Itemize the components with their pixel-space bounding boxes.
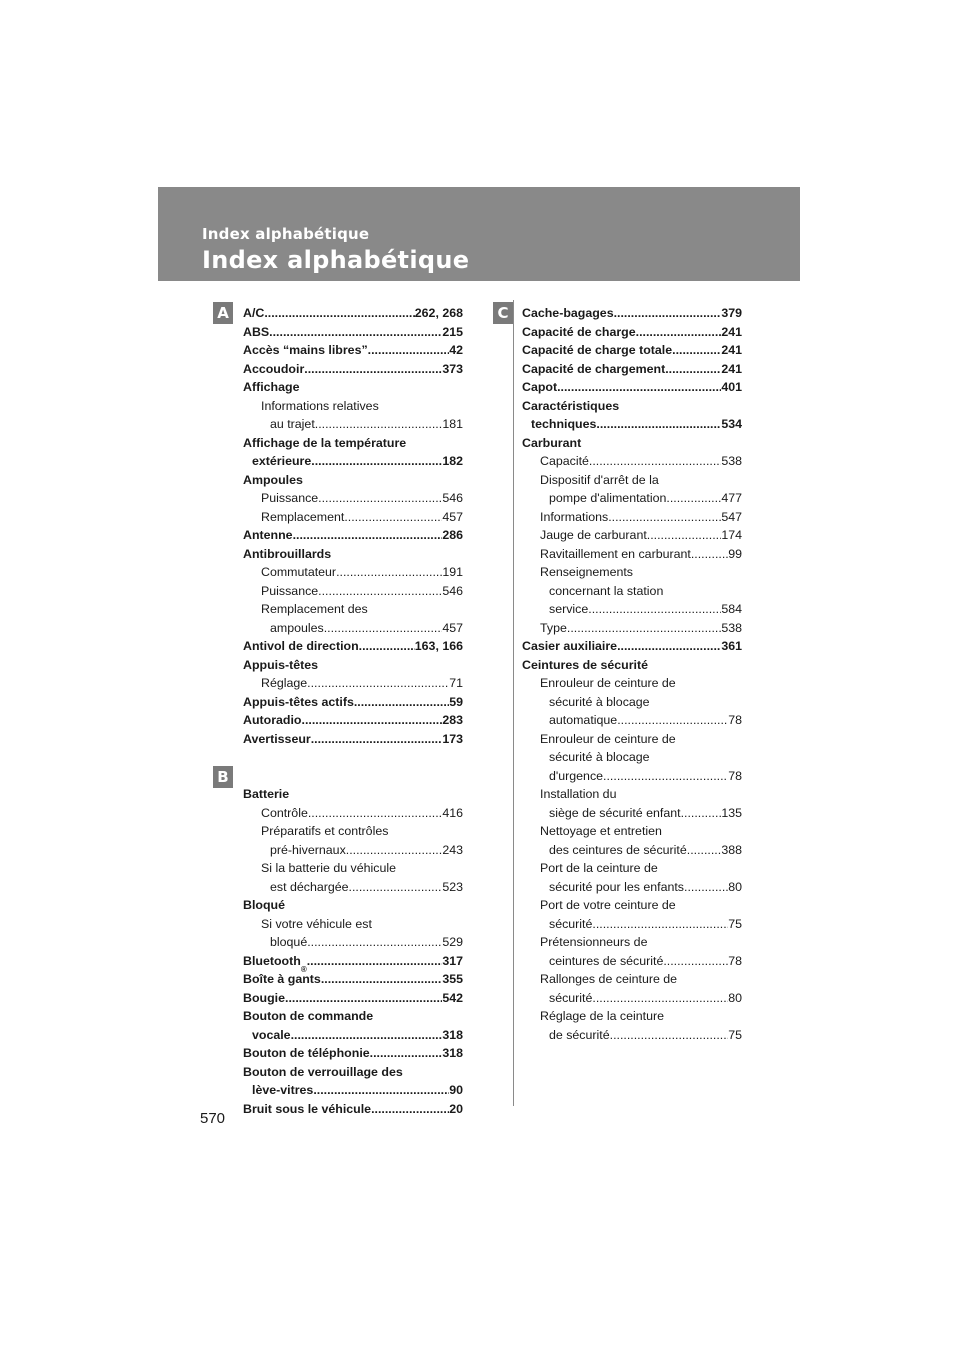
entry-term: est déchargée xyxy=(270,879,349,894)
dot-leader xyxy=(603,767,728,786)
page-ref[interactable]: 477 xyxy=(721,491,742,505)
dot-leader xyxy=(315,415,443,434)
letter-tab-a: A xyxy=(213,302,233,324)
index-subentry xyxy=(522,989,742,1008)
entry-term: Capacité xyxy=(540,454,589,468)
entry-term: Rallonges de ceinture de xyxy=(540,972,678,986)
index-entry xyxy=(243,1100,463,1119)
entry-term: Capacité de charge totale xyxy=(522,343,673,357)
index-subentry xyxy=(522,730,742,749)
page-ref[interactable]: 80 xyxy=(728,879,742,894)
page-ref[interactable]: 78 xyxy=(728,768,742,783)
entry-term: automatique xyxy=(549,713,618,727)
dot-leader xyxy=(617,711,728,730)
page-ref[interactable]: 318 xyxy=(442,1046,463,1060)
index-column-left xyxy=(243,304,463,1118)
entry-term: sécurité à blocage xyxy=(549,750,650,764)
dot-leader xyxy=(663,952,728,971)
page-ref[interactable]: 317 xyxy=(442,953,463,968)
dot-leader xyxy=(324,619,443,638)
page-ref[interactable]: 243 xyxy=(442,842,463,857)
index-subentry xyxy=(522,1007,742,1026)
index-entry xyxy=(522,378,742,397)
index-subentry xyxy=(243,674,463,693)
index-entry xyxy=(243,1044,463,1063)
page-ref[interactable]: 163, 166 xyxy=(414,639,463,653)
index-entry xyxy=(243,896,463,915)
dot-leader xyxy=(608,508,721,527)
entry-term: extérieure xyxy=(252,454,312,468)
index-entry xyxy=(522,360,742,379)
index-subentry xyxy=(243,915,463,934)
index-subentry xyxy=(522,804,742,823)
entry-term: Bruit sous le véhicule xyxy=(243,1101,372,1116)
entry-term: des ceintures de sécurité xyxy=(549,842,687,857)
dot-leader xyxy=(687,841,722,860)
index-entry xyxy=(522,434,742,453)
dot-leader xyxy=(588,600,721,619)
index-subentry xyxy=(522,526,742,545)
page-ref[interactable]: 283 xyxy=(442,713,463,727)
entry-term: Capot xyxy=(522,380,558,394)
entry-term: Réglage de la ceinture xyxy=(540,1009,664,1023)
index-entry xyxy=(243,452,463,471)
entry-term: Cache-bagages xyxy=(522,306,614,320)
page-ref[interactable]: 174 xyxy=(721,528,742,542)
dot-leader xyxy=(291,1026,443,1045)
page-ref[interactable]: 542 xyxy=(442,990,463,1005)
entry-term: sécurité xyxy=(549,990,593,1005)
page-ref[interactable]: 388 xyxy=(721,842,742,857)
dot-leader xyxy=(636,323,722,342)
entry-term: Affichage xyxy=(243,380,300,394)
entry-term: Antibrouillards xyxy=(243,546,332,561)
index-subentry xyxy=(243,397,463,416)
page-ref[interactable]: 59 xyxy=(449,694,463,709)
entry-term: sécurité xyxy=(549,916,593,931)
dot-leader xyxy=(311,730,443,749)
entry-term: bloqué xyxy=(270,935,308,949)
page-ref[interactable]: 361 xyxy=(721,639,742,653)
entry-term: Capacité de charge xyxy=(522,324,636,339)
page-ref[interactable]: 78 xyxy=(728,953,742,968)
page-ref[interactable]: 99 xyxy=(728,546,742,561)
index-entry xyxy=(243,1007,463,1026)
section-title: Index alphabétique xyxy=(202,225,370,243)
entry-term: techniques xyxy=(531,417,597,431)
index-column-right xyxy=(522,304,742,1044)
dot-leader xyxy=(592,915,728,934)
entry-term: ceintures de sécurité xyxy=(549,953,664,968)
dot-leader xyxy=(349,878,443,897)
index-subentry xyxy=(243,582,463,601)
index-subentry xyxy=(522,600,742,619)
entry-term: Ceintures de sécurité xyxy=(522,657,649,672)
entry-term: Dispositif d'arrêt de la xyxy=(540,472,659,487)
index-subentry xyxy=(243,933,463,952)
letter-tab-b: B xyxy=(213,766,233,788)
entry-term: Caractéristiques xyxy=(522,398,620,413)
index-subentry xyxy=(522,915,742,934)
index-subentry xyxy=(522,711,742,730)
index-entry xyxy=(522,304,742,323)
entry-term: siège de sécurité enfant xyxy=(549,805,681,820)
dot-leader xyxy=(371,1100,449,1119)
index-subentry xyxy=(522,1026,742,1045)
entry-term: Appuis-têtes actifs xyxy=(243,694,354,709)
dot-leader xyxy=(308,804,442,823)
page-ref[interactable]: 538 xyxy=(721,620,742,635)
entry-term: Bouton de commande xyxy=(243,1009,374,1023)
index-entry xyxy=(522,656,742,675)
index-entry xyxy=(243,304,463,323)
entry-term: sécurité à blocage xyxy=(549,694,650,709)
entry-term: Appuis-têtes xyxy=(243,657,319,672)
dot-leader xyxy=(359,637,415,656)
index-subentry xyxy=(522,471,742,490)
index-subentry xyxy=(243,508,463,527)
dot-leader xyxy=(610,1026,729,1045)
entry-term: d'urgence xyxy=(549,768,604,783)
page-ref[interactable]: 42 xyxy=(449,343,463,357)
index-subentry xyxy=(243,878,463,897)
index-entry xyxy=(522,341,742,360)
entry-term: Jauge de carburant xyxy=(540,528,647,542)
dot-leader xyxy=(691,545,728,564)
index-subentry xyxy=(243,563,463,582)
index-subentry xyxy=(522,785,742,804)
entry-term: Capacité de chargement xyxy=(522,361,666,376)
dot-leader xyxy=(269,323,442,342)
page-ref[interactable]: 379 xyxy=(721,306,742,320)
dot-leader xyxy=(589,452,721,471)
index-entry xyxy=(243,323,463,342)
index-subentry xyxy=(522,841,742,860)
page-ref[interactable]: 416 xyxy=(442,805,463,820)
page-ref[interactable]: 262, 268 xyxy=(414,306,463,320)
page-ref[interactable]: 71 xyxy=(449,676,463,690)
entry-term: Réglage xyxy=(261,676,308,690)
index-entry xyxy=(522,637,742,656)
index-subentry xyxy=(243,600,463,619)
page-ref[interactable]: 546 xyxy=(442,583,463,598)
page-ref[interactable]: 182 xyxy=(442,454,463,468)
index-entry xyxy=(522,323,742,342)
entry-term: pré-hivernaux xyxy=(270,842,346,857)
entry-term: Ravitaillement en carburant xyxy=(540,546,691,561)
entry-term: Renseignements xyxy=(540,565,633,579)
index-subentry xyxy=(522,674,742,693)
page-ref[interactable]: 20 xyxy=(449,1101,463,1116)
page-ref[interactable]: 355 xyxy=(442,972,463,986)
index-entry xyxy=(243,341,463,360)
index-subentry xyxy=(243,804,463,823)
index-subentry xyxy=(243,489,463,508)
page-ref[interactable]: 373 xyxy=(442,361,463,376)
index-entry xyxy=(243,1026,463,1045)
index-subentry xyxy=(243,841,463,860)
entry-term: Accès “mains libres” xyxy=(243,343,368,357)
dot-leader xyxy=(304,360,442,379)
entry-term: Contrôle xyxy=(261,805,308,820)
dot-leader xyxy=(318,582,442,601)
page-ref[interactable]: 457 xyxy=(442,620,463,635)
dot-leader xyxy=(307,674,449,693)
entry-term: Bloqué xyxy=(243,898,285,912)
dot-leader xyxy=(302,711,443,730)
page-ref[interactable]: 241 xyxy=(721,361,742,376)
entry-term: au trajet xyxy=(270,417,315,431)
index-entry xyxy=(243,526,463,545)
column-divider xyxy=(513,300,514,1106)
index-subentry xyxy=(522,619,742,638)
dot-leader xyxy=(307,933,442,952)
index-entry xyxy=(243,434,463,453)
group-gap xyxy=(243,767,463,786)
entry-term: Remplacement xyxy=(261,509,345,524)
entry-term: Bougie xyxy=(243,990,285,1005)
index-entry xyxy=(522,397,742,416)
entry-term: A/C xyxy=(243,306,265,320)
dot-leader xyxy=(617,637,721,656)
index-subentry xyxy=(522,452,742,471)
page-ref[interactable]: 286 xyxy=(442,528,463,542)
page-ref[interactable]: 135 xyxy=(721,805,742,820)
entry-term: ABS xyxy=(243,324,270,339)
index-entry xyxy=(243,545,463,564)
group-gap xyxy=(243,748,463,767)
index-subentry xyxy=(522,767,742,786)
entry-term: Autoradio xyxy=(243,713,302,727)
entry-term: Nettoyage et entretien xyxy=(540,824,662,838)
dot-leader xyxy=(321,970,443,989)
dot-leader xyxy=(647,526,722,545)
dot-leader xyxy=(344,508,442,527)
entry-term: Affichage de la température xyxy=(243,435,407,450)
page-ref[interactable]: 215 xyxy=(442,324,463,339)
index-entry xyxy=(243,360,463,379)
page-ref[interactable]: 546 xyxy=(442,491,463,505)
entry-term: Boîte à gants xyxy=(243,972,321,986)
page-ref[interactable]: 78 xyxy=(728,713,742,727)
dot-leader xyxy=(596,415,721,434)
entry-term: Enrouleur de ceinture de xyxy=(540,676,676,690)
dot-leader xyxy=(285,989,442,1008)
index-entry xyxy=(243,1081,463,1100)
index-entry: Bluetooth ® ..... 317 xyxy=(243,952,463,971)
dot-leader xyxy=(354,693,449,712)
entry-term: Informations xyxy=(540,509,609,524)
entry-term: Préparatifs et contrôles xyxy=(261,824,389,838)
dot-leader xyxy=(665,360,721,379)
index-subentry xyxy=(522,933,742,952)
entry-term: Informations relatives xyxy=(261,398,379,413)
index-entry xyxy=(243,471,463,490)
entry-term: ampoules xyxy=(270,620,324,635)
entry-term: Bluetooth xyxy=(243,953,301,968)
dot-leader xyxy=(666,489,721,508)
index-subentry xyxy=(522,582,742,601)
dot-leader xyxy=(370,1044,443,1063)
index-subentry xyxy=(243,859,463,878)
entry-term: service xyxy=(549,602,589,616)
letter-tab-c: C xyxy=(493,302,513,324)
index-subentry xyxy=(522,952,742,971)
entry-term: Installation du xyxy=(540,787,617,801)
index-entry xyxy=(243,785,463,804)
entry-term: Bouton de verrouillage des xyxy=(243,1064,403,1079)
dot-leader xyxy=(293,526,443,545)
entry-term: Carburant xyxy=(522,435,582,450)
entry-term: Enrouleur de ceinture de xyxy=(540,731,676,746)
dot-leader xyxy=(672,341,721,360)
dot-leader xyxy=(264,304,414,323)
index-subentry xyxy=(522,693,742,712)
dot-leader xyxy=(307,952,443,971)
page-ref[interactable]: 241 xyxy=(721,343,742,357)
index-entry xyxy=(243,637,463,656)
entry-term: lève-vitres xyxy=(252,1083,314,1097)
dot-leader xyxy=(557,378,721,397)
entry-term: Port de la ceinture de xyxy=(540,861,658,875)
dot-leader xyxy=(681,804,722,823)
index-entry xyxy=(243,711,463,730)
index-entry xyxy=(243,1063,463,1082)
dot-leader xyxy=(684,878,728,897)
page-ref[interactable]: 241 xyxy=(721,324,742,339)
index-entry xyxy=(243,693,463,712)
page-ref[interactable]: 75 xyxy=(728,916,742,931)
entry-term: Avertisseur xyxy=(243,731,311,746)
entry-term: Type xyxy=(540,620,567,635)
entry-term: Commutateur xyxy=(261,565,337,579)
index-subentry xyxy=(522,896,742,915)
index-subentry xyxy=(243,619,463,638)
index-subentry xyxy=(243,822,463,841)
index-entry xyxy=(243,730,463,749)
entry-term: sécurité pour les enfants xyxy=(549,879,684,894)
entry-term: Casier auxiliaire xyxy=(522,639,618,653)
entry-term: Remplacement des xyxy=(261,602,368,616)
dot-leader xyxy=(311,452,442,471)
entry-term: Si la batterie du véhicule xyxy=(261,861,397,875)
index-subentry xyxy=(522,970,742,989)
page-ref[interactable]: 547 xyxy=(721,509,742,524)
entry-term: Puissance xyxy=(261,491,319,505)
page-ref[interactable]: 457 xyxy=(442,509,463,524)
entry-term: Port de votre ceinture de xyxy=(540,898,676,912)
entry-term: Antenne xyxy=(243,528,293,542)
index-entry xyxy=(243,970,463,989)
entry-term: pompe d'alimentation xyxy=(549,491,667,505)
page-number: 570 xyxy=(200,1110,226,1127)
page-ref[interactable]: 534 xyxy=(721,417,742,431)
entry-term: Antivol de direction xyxy=(243,639,359,653)
page-ref[interactable]: 75 xyxy=(728,1027,742,1042)
index-subentry xyxy=(522,748,742,767)
entry-term: Bouton de téléphonie xyxy=(243,1046,370,1060)
index-subentry xyxy=(243,415,463,434)
index-entry xyxy=(243,989,463,1008)
dot-leader xyxy=(346,841,443,860)
page-ref[interactable]: 181 xyxy=(442,417,463,431)
page-ref[interactable]: 538 xyxy=(721,454,742,468)
index-entry xyxy=(243,656,463,675)
dot-leader xyxy=(336,563,442,582)
index-subentry xyxy=(522,545,742,564)
dot-leader xyxy=(592,989,728,1008)
dot-leader xyxy=(614,304,722,323)
dot-leader xyxy=(368,341,450,360)
page-title: Index alphabétique xyxy=(202,246,470,274)
index-subentry xyxy=(522,563,742,582)
entry-term: vocale xyxy=(252,1027,291,1042)
index-subentry xyxy=(522,489,742,508)
entry-term: Si votre véhicule est xyxy=(261,916,372,931)
dot-leader xyxy=(318,489,442,508)
page-ref[interactable]: 584 xyxy=(721,602,742,616)
page-ref[interactable]: 401 xyxy=(721,380,742,394)
index-subentry xyxy=(522,508,742,527)
index-subentry xyxy=(522,859,742,878)
dot-leader xyxy=(567,619,721,638)
page-ref[interactable]: 523 xyxy=(442,879,463,894)
page-ref[interactable]: 191 xyxy=(442,565,463,579)
entry-term: concernant la station xyxy=(549,583,664,598)
index-entry xyxy=(522,415,742,434)
page-ref[interactable]: 90 xyxy=(449,1083,463,1097)
dot-leader xyxy=(313,1081,449,1100)
index-subentry xyxy=(522,822,742,841)
index-subentry xyxy=(522,878,742,897)
page-ref[interactable]: 318 xyxy=(442,1027,463,1042)
entry-term: Puissance xyxy=(261,583,319,598)
entry-term: de sécurité xyxy=(549,1027,610,1042)
index-entry xyxy=(243,378,463,397)
page-ref[interactable]: 529 xyxy=(442,935,463,949)
entry-term: Batterie xyxy=(243,787,290,801)
page-ref[interactable]: 80 xyxy=(728,990,742,1005)
entry-term: Accoudoir xyxy=(243,361,305,376)
page-ref[interactable]: 173 xyxy=(442,731,463,746)
entry-term: Ampoules xyxy=(243,472,303,487)
entry-term: Prétensionneurs de xyxy=(540,935,648,949)
